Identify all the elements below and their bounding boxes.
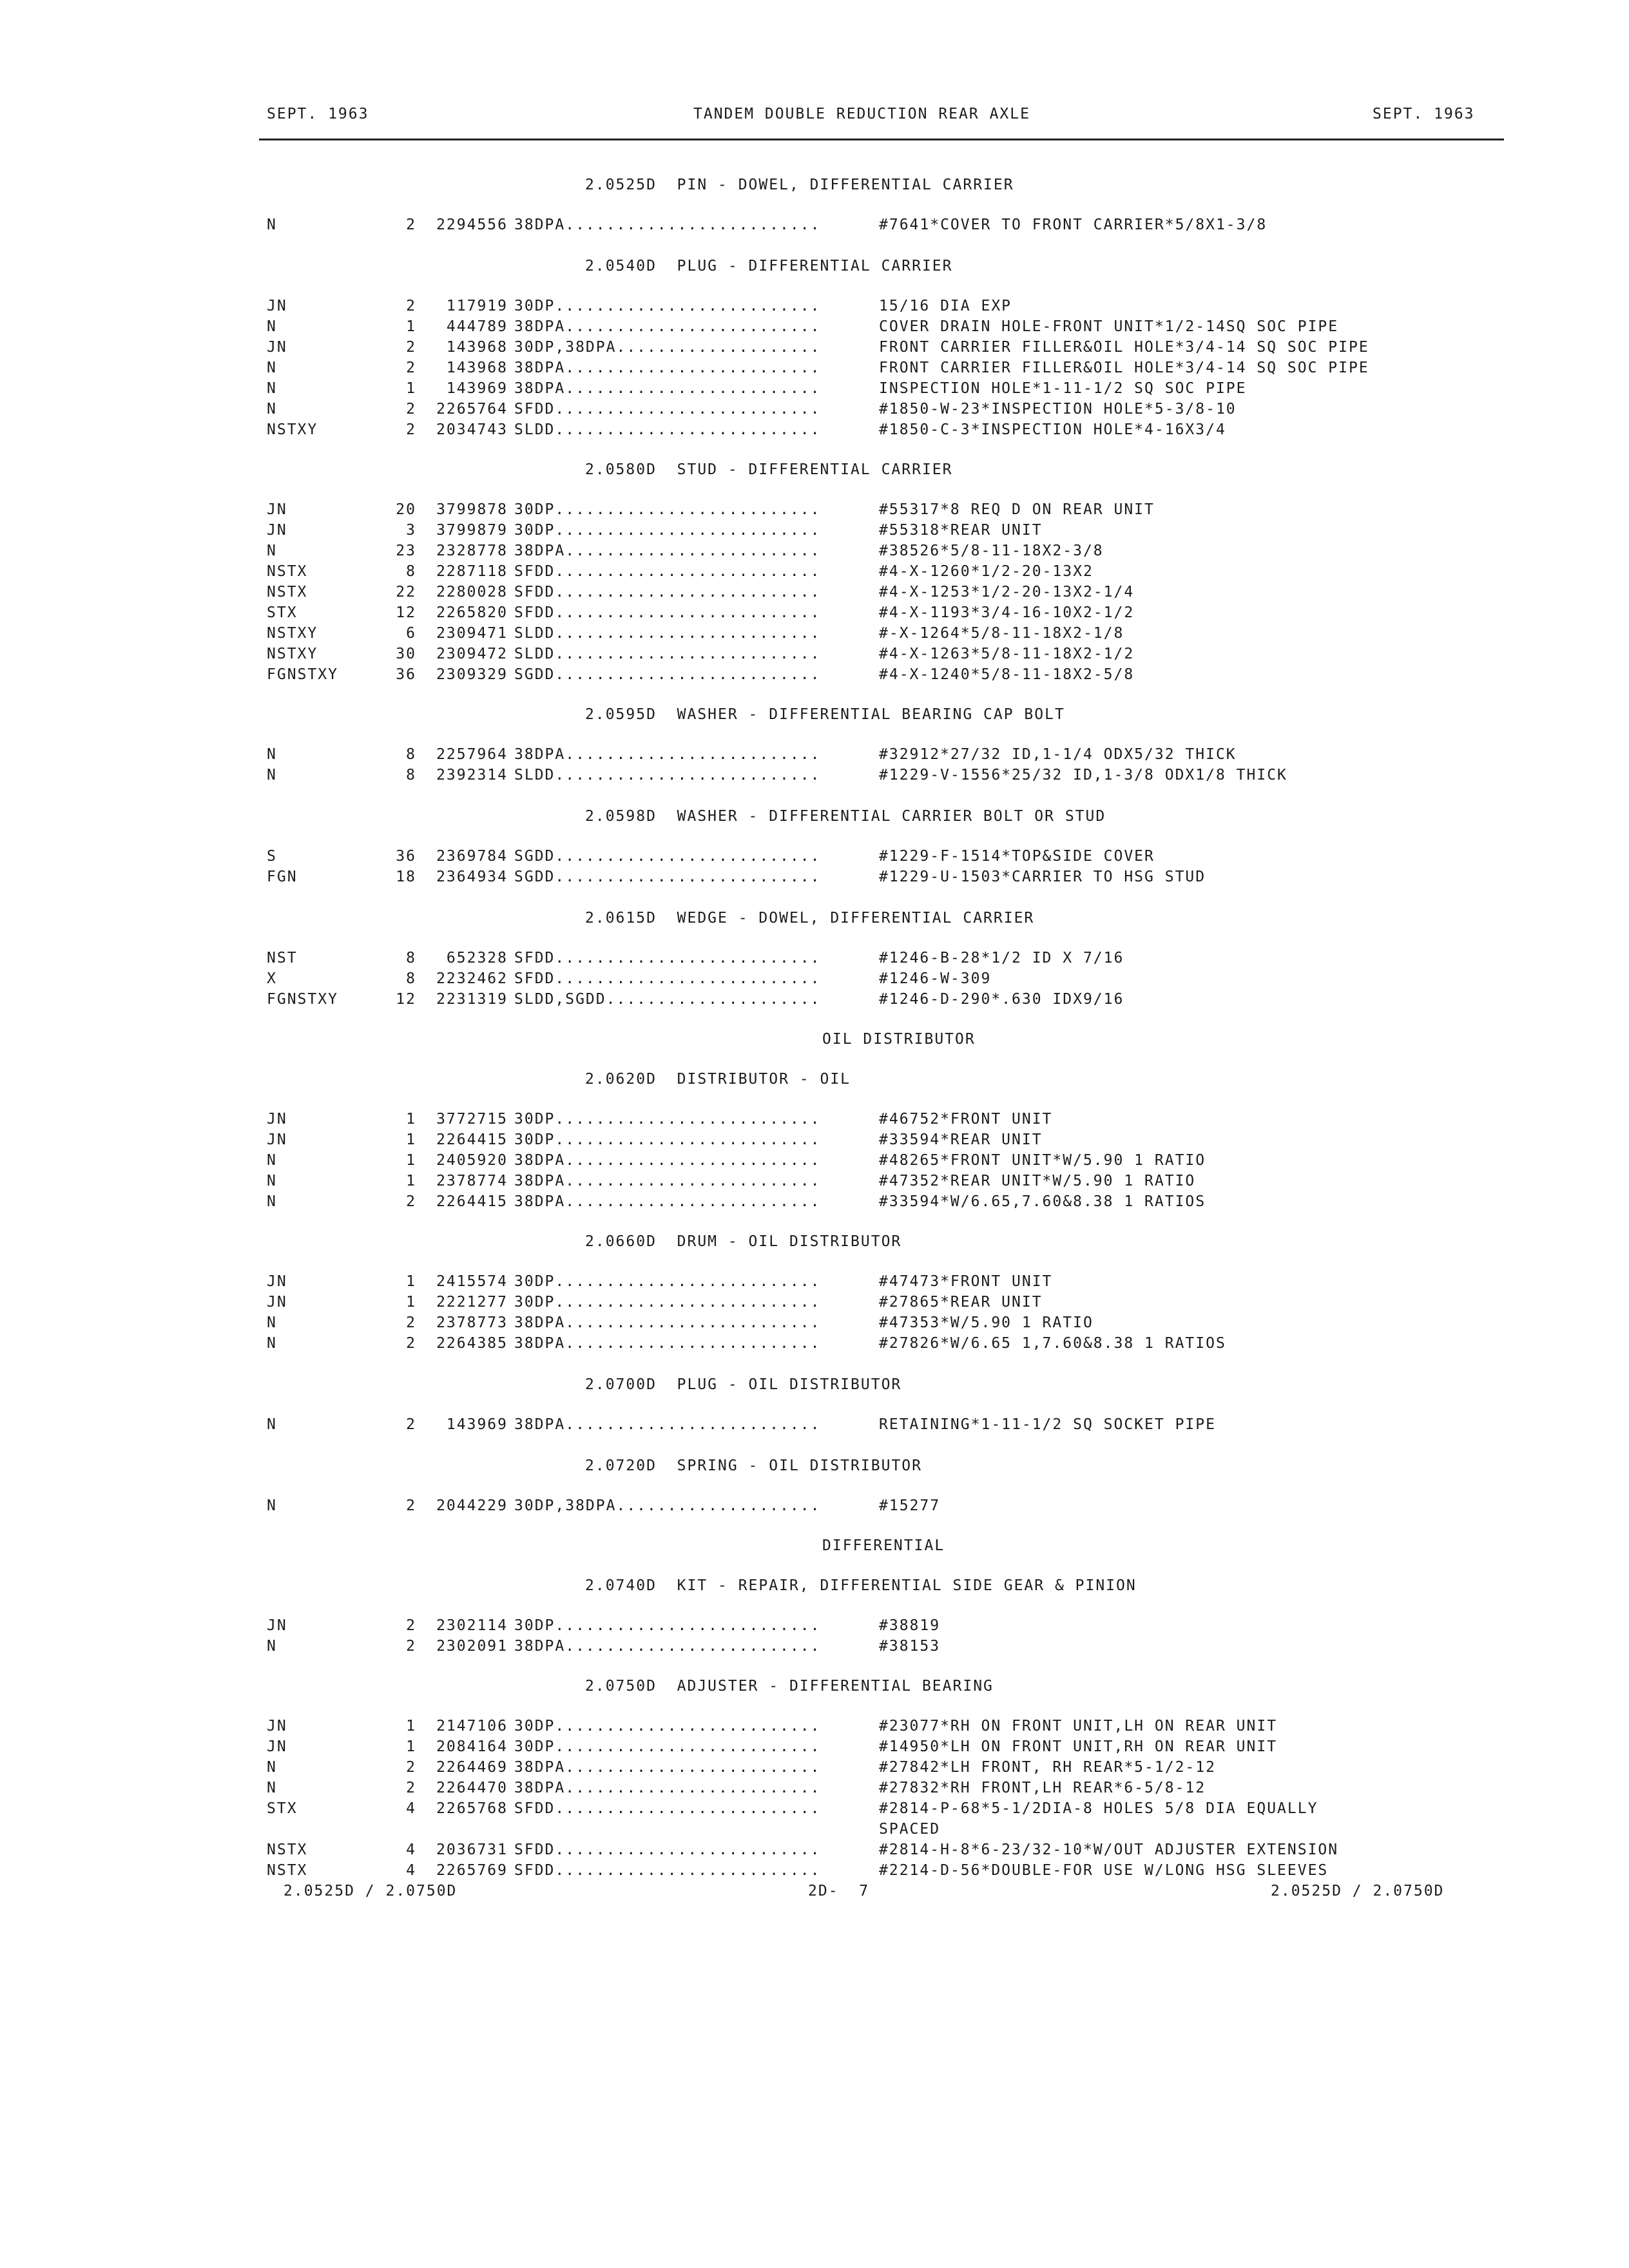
applicability-code: N [267,380,277,397]
model-code: SFDD.......................... [514,584,821,601]
model-code: 38DPA......................... [514,1759,821,1776]
part-number: 3799879 [436,522,508,539]
applicability-code: FGNSTXY [267,666,338,683]
description: #4-X-1193*3/4-16-10X2-1/2 [879,604,1135,621]
quantity: 2 [406,216,416,233]
part-number: 2034743 [436,421,508,438]
part-number: 2309329 [436,666,508,683]
part-number: 2378774 [436,1173,508,1189]
section-title: 2.0540D PLUG - DIFFERENTIAL CARRIER [585,258,953,274]
description: #14950*LH ON FRONT UNIT,RH ON REAR UNIT [879,1738,1278,1755]
description: #7641*COVER TO FRONT CARRIER*5/8X1-3/8 [879,216,1268,233]
quantity: 12 [396,991,416,1008]
part-number: 2378773 [436,1314,508,1331]
part-number: 3799878 [436,501,508,518]
footer-range-left: 2.0525D / 2.0750D [284,1883,458,1899]
model-code: 30DP.......................... [514,1718,821,1735]
part-number: 2415574 [436,1273,508,1290]
quantity: 30 [396,646,416,662]
description: #38153 [879,1638,941,1655]
applicability-code: NSTX [267,584,308,601]
quantity: 1 [406,1718,416,1735]
part-number: 2036731 [436,1841,508,1858]
applicability-code: N [267,767,277,783]
model-code: 30DP.......................... [514,1617,821,1634]
description: SPACED [879,1821,941,1838]
applicability-code: N [267,1759,277,1776]
model-code: 38DPA......................... [514,1335,821,1352]
model-code: SFDD.......................... [514,1800,821,1817]
quantity: 1 [406,1152,416,1169]
part-number: 2044229 [436,1497,508,1514]
quantity: 1 [406,380,416,397]
model-code: 30DP.......................... [514,1738,821,1755]
applicability-code: N [267,216,277,233]
applicability-code: X [267,970,277,987]
description: #4-X-1260*1/2-20-13X2 [879,563,1094,580]
description: #-X-1264*5/8-11-18X2-1/8 [879,625,1124,642]
part-number: 2147106 [436,1718,508,1735]
model-code: 38DPA......................... [514,1638,821,1655]
applicability-code: NSTXY [267,625,318,642]
footer-range-right: 2.0525D / 2.0750D [1271,1883,1445,1899]
description: COVER DRAIN HOLE-FRONT UNIT*1/2-14SQ SOC PIPE [879,318,1339,335]
description: #48265*FRONT UNIT*W/5.90 1 RATIO [879,1152,1206,1169]
description: #4-X-1253*1/2-20-13X2-1/4 [879,584,1135,601]
description: #1229-U-1503*CARRIER TO HSG STUD [879,869,1206,885]
quantity: 3 [406,522,416,539]
part-number: 143969 [446,1416,508,1433]
applicability-code: FGN [267,869,298,885]
section-title: 2.0580D STUD - DIFFERENTIAL CARRIER [585,461,953,478]
applicability-code: NSTXY [267,646,318,662]
quantity: 2 [406,339,416,356]
model-code: SLDD.......................... [514,625,821,642]
applicability-code: NSTX [267,1862,308,1879]
applicability-code: N [267,360,277,376]
part-number: 143968 [446,339,508,356]
quantity: 22 [396,584,416,601]
quantity: 8 [406,563,416,580]
description: #38819 [879,1617,941,1634]
description: RETAINING*1-11-1/2 SQ SOCKET PIPE [879,1416,1216,1433]
part-number: 2280028 [436,584,508,601]
model-code: SFDD.......................... [514,950,821,966]
description: #47353*W/5.90 1 RATIO [879,1314,1094,1331]
description: #4-X-1240*5/8-11-18X2-5/8 [879,666,1135,683]
model-code: 30DP.......................... [514,298,821,314]
quantity: 2 [406,1314,416,1331]
quantity: 20 [396,501,416,518]
applicability-code: N [267,1416,277,1433]
applicability-code: JN [267,298,287,314]
model-code: 38DPA......................... [514,1193,821,1210]
quantity: 2 [406,1497,416,1514]
section-title: 2.0750D ADJUSTER - DIFFERENTIAL BEARING [585,1678,994,1695]
part-number: 2264385 [436,1335,508,1352]
part-number: 2265820 [436,604,508,621]
quantity: 2 [406,298,416,314]
part-number: 2084164 [436,1738,508,1755]
quantity: 8 [406,746,416,763]
part-number: 2392314 [436,767,508,783]
model-code: 30DP.......................... [514,1294,821,1311]
model-code: 38DPA......................... [514,1152,821,1169]
quantity: 4 [406,1841,416,1858]
section-title: 2.0615D WEDGE - DOWEL, DIFFERENTIAL CARRIER [585,910,1035,927]
model-code: SLDD.......................... [514,646,821,662]
part-number: 652328 [446,950,508,966]
quantity: 2 [406,401,416,418]
description: #1850-W-23*INSPECTION HOLE*5-3/8-10 [879,401,1237,418]
description: #47352*REAR UNIT*W/5.90 1 RATIO [879,1173,1196,1189]
quantity: 1 [406,1273,416,1290]
description: #15277 [879,1497,941,1514]
applicability-code: NST [267,950,298,966]
description: #2814-P-68*5-1/2DIA-8 HOLES 5/8 DIA EQUALLY [879,1800,1318,1817]
model-code: 38DPA......................... [514,543,821,559]
header-date-left: SEPT. 1963 [267,106,369,122]
quantity: 18 [396,869,416,885]
model-code: SFDD.......................... [514,1841,821,1858]
quantity: 8 [406,950,416,966]
part-number: 2264470 [436,1780,508,1796]
part-number: 2232462 [436,970,508,987]
applicability-code: N [267,1497,277,1514]
part-number: 2264415 [436,1131,508,1148]
part-number: 2369784 [436,848,508,865]
part-number: 2257964 [436,746,508,763]
section-title: 2.0598D WASHER - DIFFERENTIAL CARRIER BOLT OR STUD [585,808,1106,825]
description: #1246-W-309 [879,970,992,987]
applicability-code: JN [267,501,287,518]
header-date-right: SEPT. 1963 [1373,106,1475,122]
applicability-code: NSTX [267,563,308,580]
description: #55317*8 REQ D ON REAR UNIT [879,501,1155,518]
quantity: 4 [406,1862,416,1879]
part-number: 444789 [446,318,508,335]
quantity: 23 [396,543,416,559]
description: #1229-F-1514*TOP&SIDE COVER [879,848,1155,865]
part-number: 2264415 [436,1193,508,1210]
description: #1246-B-28*1/2 ID X 7/16 [879,950,1124,966]
model-code: 38DPA......................... [514,1780,821,1796]
quantity: 2 [406,1780,416,1796]
quantity: 2 [406,1193,416,1210]
description: #46752*FRONT UNIT [879,1111,1053,1128]
section-title: 2.0525D PIN - DOWEL, DIFFERENTIAL CARRIER [585,177,1014,193]
section-title: 2.0620D DISTRIBUTOR - OIL [585,1071,851,1088]
part-number: 2265764 [436,401,508,418]
model-code: SGDD.......................... [514,869,821,885]
applicability-code: JN [267,1294,287,1311]
description: #27832*RH FRONT,LH REAR*6-5/8-12 [879,1780,1206,1796]
applicability-code: N [267,1152,277,1169]
applicability-code: N [267,1780,277,1796]
model-code: 30DP.......................... [514,522,821,539]
quantity: 1 [406,1173,416,1189]
footer-page-number: 2D- 7 [808,1883,870,1899]
quantity: 1 [406,1131,416,1148]
description: #32912*27/32 ID,1-1/4 ODX5/32 THICK [879,746,1237,763]
applicability-code: N [267,1193,277,1210]
description: #1229-V-1556*25/32 ID,1-3/8 ODX1/8 THICK [879,767,1287,783]
quantity: 2 [406,1759,416,1776]
description: #55318*REAR UNIT [879,522,1043,539]
applicability-code: STX [267,604,298,621]
part-number: 2302114 [436,1617,508,1634]
quantity: 36 [396,666,416,683]
quantity: 2 [406,1617,416,1634]
quantity: 1 [406,318,416,335]
description: #23077*RH ON FRONT UNIT,LH ON REAR UNIT [879,1718,1278,1735]
section-title: 2.0700D PLUG - OIL DISTRIBUTOR [585,1376,902,1393]
quantity: 1 [406,1111,416,1128]
model-code: SLDD.......................... [514,421,821,438]
model-code: 38DPA......................... [514,1314,821,1331]
applicability-code: N [267,543,277,559]
header-rule [259,139,1504,140]
model-code: 38DPA......................... [514,216,821,233]
part-number: 2364934 [436,869,508,885]
applicability-code: JN [267,1738,287,1755]
part-number: 3772715 [436,1111,508,1128]
part-number: 2302091 [436,1638,508,1655]
description: INSPECTION HOLE*1-11-1/2 SQ SOC PIPE [879,380,1247,397]
model-code: SFDD.......................... [514,970,821,987]
applicability-code: FGNSTXY [267,991,338,1008]
applicability-code: N [267,1335,277,1352]
model-code: SLDD,SGDD..................... [514,991,821,1008]
part-number: 2265769 [436,1862,508,1879]
quantity: 2 [406,1416,416,1433]
description: #2814-H-8*6-23/32-10*W/OUT ADJUSTER EXTENSION [879,1841,1339,1858]
category-title: DIFFERENTIAL [822,1537,945,1554]
description: #33594*REAR UNIT [879,1131,1043,1148]
model-code: 30DP.......................... [514,1131,821,1148]
header-title: TANDEM DOUBLE REDUCTION REAR AXLE [693,106,1030,122]
part-number: 2221277 [436,1294,508,1311]
applicability-code: N [267,1173,277,1189]
section-title: 2.0660D DRUM - OIL DISTRIBUTOR [585,1233,902,1250]
quantity: 1 [406,1294,416,1311]
model-code: 38DPA......................... [514,1173,821,1189]
applicability-code: JN [267,1131,287,1148]
description: #27865*REAR UNIT [879,1294,1043,1311]
model-code: 38DPA......................... [514,1416,821,1433]
description: #1246-D-290*.630 IDX9/16 [879,991,1124,1008]
description: FRONT CARRIER FILLER&OIL HOLE*3/4-14 SQ SOC PIPE [879,339,1369,356]
part-number: 2294556 [436,216,508,233]
model-code: 30DP,38DPA.................... [514,1497,821,1514]
description: #38526*5/8-11-18X2-3/8 [879,543,1104,559]
description: #4-X-1263*5/8-11-18X2-1/2 [879,646,1135,662]
applicability-code: N [267,401,277,418]
model-code: SFDD.......................... [514,604,821,621]
part-number: 2405920 [436,1152,508,1169]
applicability-code: N [267,746,277,763]
applicability-code: JN [267,339,287,356]
applicability-code: NSTXY [267,421,318,438]
quantity: 1 [406,1738,416,1755]
applicability-code: N [267,1638,277,1655]
model-code: 38DPA......................... [514,318,821,335]
part-number: 2309471 [436,625,508,642]
description: #33594*W/6.65,7.60&8.38 1 RATIOS [879,1193,1206,1210]
applicability-code: N [267,318,277,335]
model-code: SGDD.......................... [514,666,821,683]
quantity: 2 [406,421,416,438]
model-code: 38DPA......................... [514,360,821,376]
model-code: 38DPA......................... [514,746,821,763]
quantity: 2 [406,360,416,376]
description: #2214-D-56*DOUBLE-FOR USE W/LONG HSG SLEEVES [879,1862,1329,1879]
model-code: 38DPA......................... [514,380,821,397]
description: #27826*W/6.65 1,7.60&8.38 1 RATIOS [879,1335,1226,1352]
description: 15/16 DIA EXP [879,298,1012,314]
part-number: 2328778 [436,543,508,559]
part-number: 2264469 [436,1759,508,1776]
applicability-code: STX [267,1800,298,1817]
quantity: 6 [406,625,416,642]
quantity: 4 [406,1800,416,1817]
applicability-code: N [267,1314,277,1331]
description: #27842*LH FRONT, RH REAR*5-1/2-12 [879,1759,1216,1776]
description: #1850-C-3*INSPECTION HOLE*4-16X3/4 [879,421,1226,438]
applicability-code: JN [267,1718,287,1735]
applicability-code: JN [267,1617,287,1634]
model-code: SFDD.......................... [514,1862,821,1879]
quantity: 12 [396,604,416,621]
description: #47473*FRONT UNIT [879,1273,1053,1290]
model-code: SGDD.......................... [514,848,821,865]
quantity: 8 [406,767,416,783]
model-code: SFDD.......................... [514,563,821,580]
model-code: SFDD.......................... [514,401,821,418]
applicability-code: JN [267,1111,287,1128]
part-number: 2231319 [436,991,508,1008]
quantity: 2 [406,1335,416,1352]
model-code: 30DP.......................... [514,1273,821,1290]
part-number: 117919 [446,298,508,314]
quantity: 2 [406,1638,416,1655]
applicability-code: JN [267,522,287,539]
applicability-code: NSTX [267,1841,308,1858]
category-title: OIL DISTRIBUTOR [822,1031,976,1048]
part-number: 143969 [446,380,508,397]
model-code: SLDD.......................... [514,767,821,783]
part-number: 143968 [446,360,508,376]
model-code: 30DP.......................... [514,1111,821,1128]
section-title: 2.0740D KIT - REPAIR, DIFFERENTIAL SIDE GEAR & PINION [585,1577,1137,1594]
section-title: 2.0595D WASHER - DIFFERENTIAL BEARING CAP BOLT [585,706,1065,723]
part-number: 2309472 [436,646,508,662]
quantity: 8 [406,970,416,987]
part-number: 2287118 [436,563,508,580]
applicability-code: JN [267,1273,287,1290]
applicability-code: S [267,848,277,865]
model-code: 30DP.......................... [514,501,821,518]
model-code: 30DP,38DPA.................... [514,339,821,356]
part-number: 2265768 [436,1800,508,1817]
section-title: 2.0720D SPRING - OIL DISTRIBUTOR [585,1457,922,1474]
quantity: 36 [396,848,416,865]
description: FRONT CARRIER FILLER&OIL HOLE*3/4-14 SQ SOC PIPE [879,360,1369,376]
